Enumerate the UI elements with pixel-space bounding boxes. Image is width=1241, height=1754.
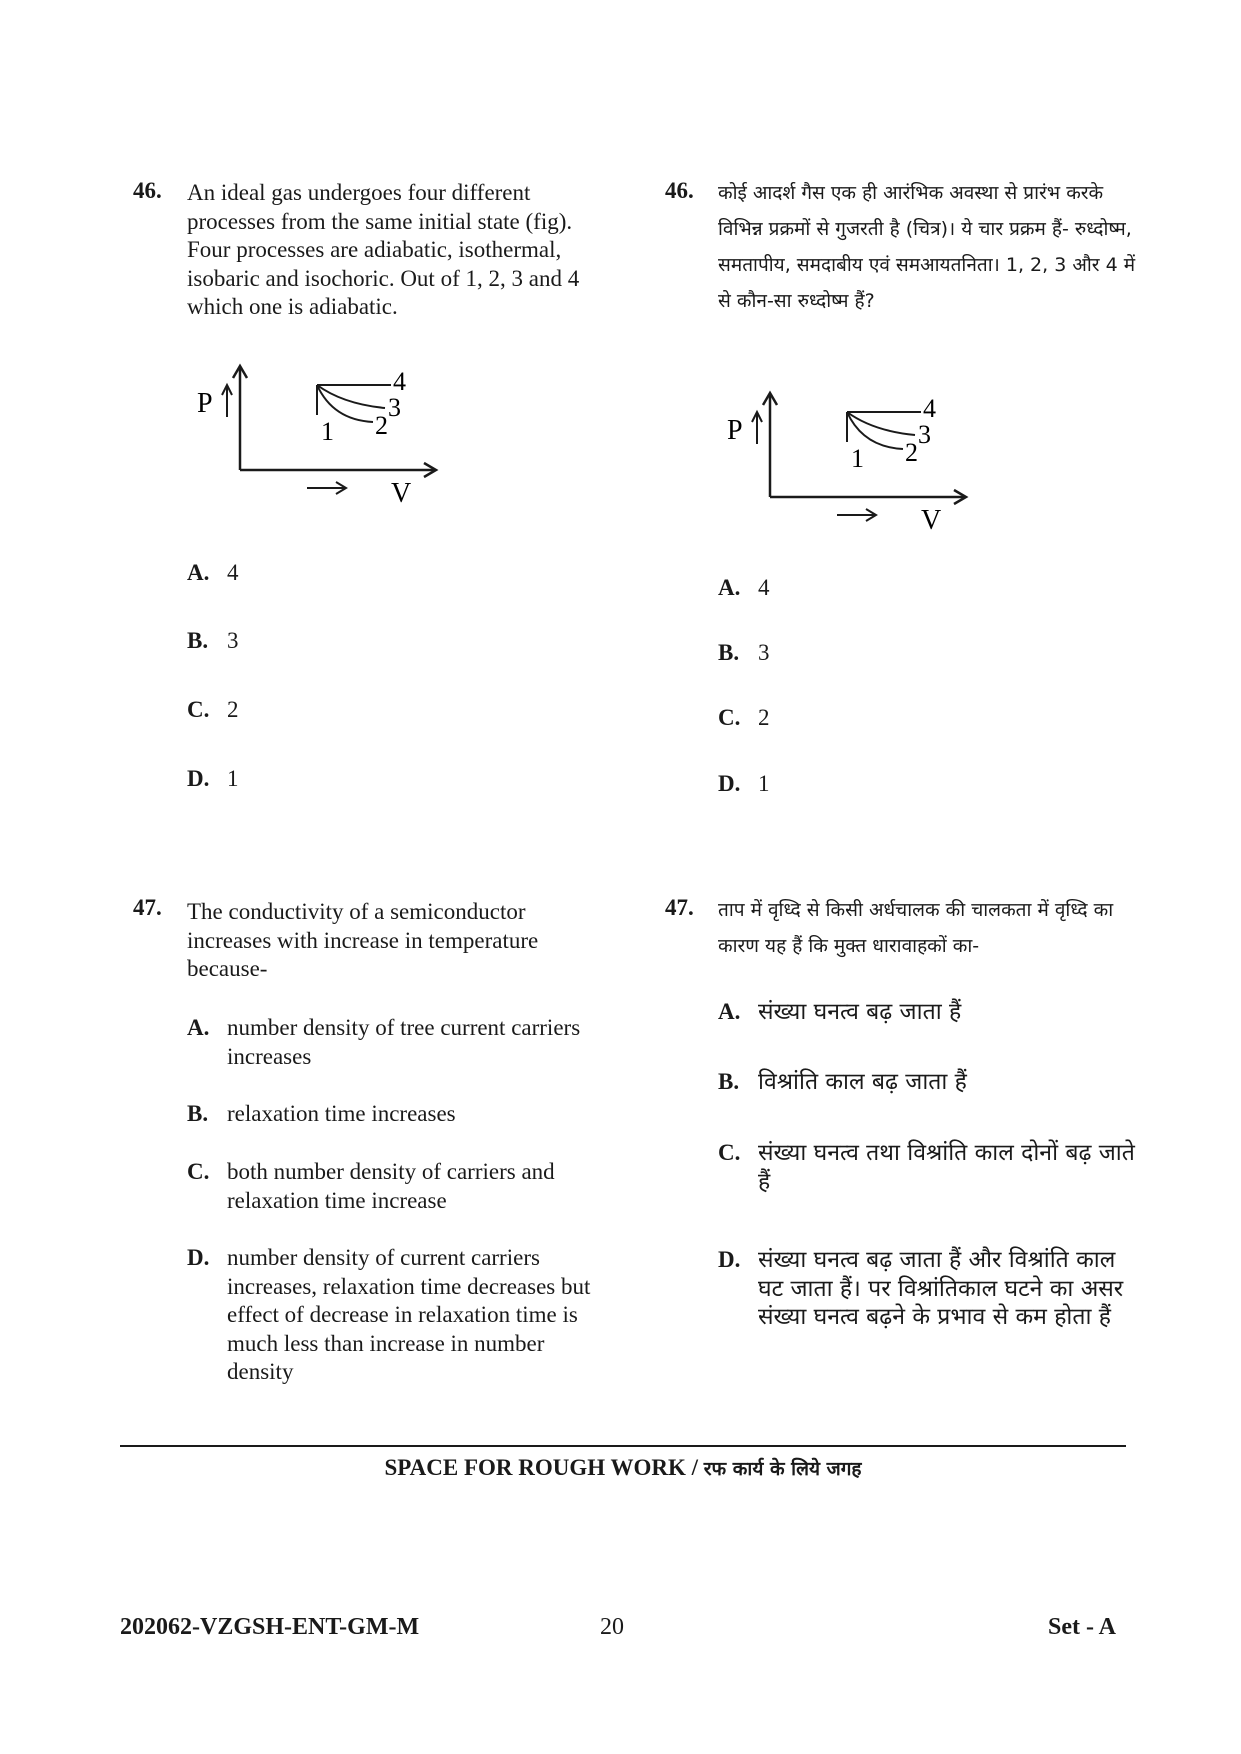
curve-label-3: 3 — [388, 393, 401, 422]
option-letter: B. — [718, 1069, 740, 1094]
pv-graph — [725, 387, 985, 552]
option-text: संख्या घनत्व तथा विश्रांति काल दोनों बढ़ जाते हैं — [758, 1140, 1135, 1195]
option-text: number density of current carriers increases, relaxation time decreases but effect of decrease in relaxation time is much less than increase in number density — [227, 1245, 591, 1384]
x-axis-label: V — [391, 478, 412, 509]
option-letter: B. — [718, 640, 740, 665]
question-text: कोई आदर्श गैस एक ही आरंभिक अवस्था से प्रारंभ करके विभिन्न प्रक्रमों से गुजरती है (चित्र)। ये चार प्रक्रम हैं- रुध्दोष्म, समतापीय, समदाबीय एवं समआयतनिता। 1, 2, 3 और 4 में से कौन-सा रुध्दोष्म हैं? — [718, 182, 1136, 312]
x-axis-label: V — [921, 505, 942, 536]
option-letter: A. — [187, 1015, 210, 1040]
option-letter: D. — [187, 766, 210, 791]
option-a[interactable] — [187, 1014, 607, 1071]
option-text: relaxation time increases — [227, 1101, 456, 1126]
option-letter: A. — [718, 575, 741, 600]
curve-label-2: 2 — [375, 411, 388, 440]
option-letter: D. — [187, 1245, 210, 1270]
y-axis-label: P — [727, 415, 743, 446]
curve-label-4: 4 — [923, 394, 936, 423]
option-text: 2 — [758, 705, 770, 730]
option-c[interactable] — [187, 1158, 607, 1215]
option-text: 1 — [227, 766, 239, 791]
rough-work-english: SPACE FOR ROUGH WORK / — [384, 1455, 699, 1480]
option-a[interactable] — [187, 559, 239, 588]
option-letter: D. — [718, 1247, 741, 1272]
option-letter: C. — [187, 697, 210, 722]
option-c[interactable] — [187, 696, 239, 725]
curve-label-4: 4 — [393, 367, 406, 396]
option-text: 3 — [758, 640, 770, 665]
question-number: 46. — [133, 178, 162, 203]
paper-code: 202062-VZGSH-ENT-GM-M — [120, 1614, 420, 1640]
set-label: Set - A — [1048, 1614, 1116, 1640]
option-text: 3 — [227, 628, 239, 653]
option-letter: B. — [187, 1101, 209, 1126]
curve-label-1: 1 — [321, 417, 334, 446]
question-text: The conductivity of a semiconductor increases with increase in temperature because- — [187, 899, 539, 981]
option-d[interactable] — [187, 1244, 607, 1387]
page-number: 20 — [600, 1614, 624, 1640]
option-c[interactable] — [718, 704, 770, 733]
option-text: विश्रांति काल बढ़ जाता हैं — [758, 1069, 967, 1095]
question-number: 47. — [133, 895, 162, 920]
option-letter: C. — [718, 705, 741, 730]
option-b[interactable] — [718, 1068, 1138, 1097]
option-text: both number density of carriers and relaxation time increase — [227, 1159, 555, 1213]
divider — [120, 1445, 1126, 1447]
option-a[interactable] — [718, 574, 770, 603]
process-curve-3 — [317, 385, 385, 408]
option-b[interactable] — [718, 639, 770, 668]
question-number: 46. — [665, 178, 694, 203]
option-d[interactable] — [187, 765, 239, 794]
question-text: ताप में वृध्दि से किसी अर्धचालक की चालकता में वृध्दि का कारण यह हैं कि मुक्त धारावाहकों का- — [718, 899, 1114, 957]
option-text: 4 — [227, 560, 239, 585]
rough-work-heading — [120, 1455, 1126, 1481]
option-letter: B. — [187, 628, 209, 653]
option-letter: A. — [187, 560, 210, 585]
question-number: 47. — [665, 895, 694, 920]
y-axis-label: P — [197, 388, 213, 419]
option-text: 2 — [227, 697, 239, 722]
option-text: संख्या घनत्व बढ़ जाता हैं और विश्रांति काल घट जाता हैं। पर विश्रांतिकाल घटने का असर संख्या घनत्व बढ़ने के प्रभाव से कम होता हैं — [758, 1247, 1124, 1330]
option-d[interactable] — [718, 1246, 1138, 1332]
process-curve-3 — [847, 412, 915, 435]
curve-label-2: 2 — [905, 438, 918, 467]
option-letter: A. — [718, 999, 741, 1024]
option-letter: D. — [718, 771, 741, 796]
option-text: number density of tree current carriers increases — [227, 1015, 581, 1069]
option-b[interactable] — [187, 1100, 607, 1129]
curve-label-3: 3 — [918, 420, 931, 449]
option-text: 1 — [758, 771, 770, 796]
option-b[interactable] — [187, 627, 239, 656]
option-text: संख्या घनत्व बढ़ जाता हैं — [758, 999, 962, 1025]
question-text: An ideal gas undergoes four different processes from the same initial state (fig). Four processes are adiabatic, isothermal, isobaric and isochoric. Out of 1, 2, 3 and 4 which one is adiabatic. — [187, 180, 580, 319]
option-c[interactable] — [718, 1139, 1138, 1196]
option-d[interactable] — [718, 770, 770, 799]
curve-label-1: 1 — [851, 444, 864, 473]
rough-work-hindi: रफ कार्य के लिये जगह — [703, 1458, 862, 1480]
option-a[interactable] — [718, 998, 1138, 1027]
option-letter: C. — [187, 1159, 210, 1184]
pv-graph — [195, 360, 455, 525]
option-letter: C. — [718, 1140, 741, 1165]
option-text: 4 — [758, 575, 770, 600]
